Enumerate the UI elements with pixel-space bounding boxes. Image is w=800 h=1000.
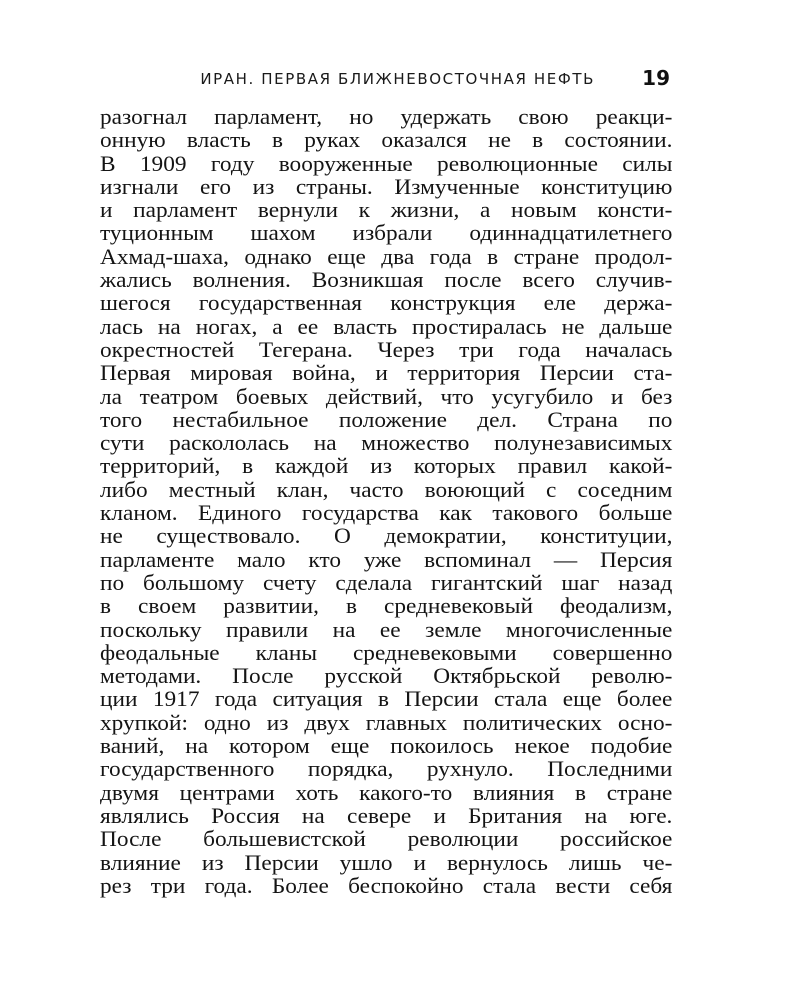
text-line: того нестабильное положение дел. Страна по xyxy=(100,406,673,432)
text-line: влияние из Персии ушло и вернулось лишь че- xyxy=(100,849,673,875)
text-line: парламенте мало кто уже вспоминал — Персия xyxy=(100,546,673,572)
text-line: не существовало. О демократии, конституции, xyxy=(100,523,673,549)
body-text xyxy=(100,105,672,897)
text-line: кланом. Единого государства как такового больше xyxy=(100,500,673,526)
text-line: государственного порядка, рухнуло. Последними xyxy=(100,756,673,782)
text-line: После большевистской революции российское xyxy=(100,826,673,852)
text-line: ла театром боевых действий, что усугубило и без xyxy=(100,383,673,409)
text-line: двумя центрами хоть какого-то влияния в стране xyxy=(100,779,673,805)
text-line: туционным шахом избрали одиннадцатилетнего xyxy=(100,220,673,246)
text-line: сути раскололась на множество полунезависимых xyxy=(100,430,673,456)
text-line: рез три года. Более беспокойно стала вести себя xyxy=(100,872,673,898)
text-line: разогнал парламент, но удержать свою реакци- xyxy=(100,104,673,129)
text-line: территорий, в каждой из которых правил какой- xyxy=(100,453,673,479)
text-line: лась на ногах, а ее власть простиралась не дальше xyxy=(100,313,673,339)
text-line: феодальные кланы средневековыми совершенно xyxy=(100,639,673,665)
text-line: хрупкой: одно из двух главных политических осно- xyxy=(100,709,673,735)
text-line: окрестностей Тегерана. Через три года началась xyxy=(100,336,673,362)
text-line: Первая мировая война, и территория Персии ста- xyxy=(100,360,673,386)
text-line: онную власть в руках оказался не в состоянии. xyxy=(100,127,673,153)
text-line: в своем развитии, в средневековый феодализм, xyxy=(100,593,673,619)
text-line: В 1909 году вооруженные революционные силы xyxy=(100,150,673,176)
running-header xyxy=(100,60,670,100)
text-line: жались волнения. Возникшая после всего случив- xyxy=(100,267,673,293)
text-line: методами. После русской Октябрьской револю- xyxy=(100,663,673,689)
running-title: ИРАН. ПЕРВАЯ БЛИЖНЕВОСТОЧНАЯ НЕФТЬ xyxy=(200,70,595,88)
text-line: шегося государственная конструкция еле держа- xyxy=(100,290,673,316)
text-line: по большому счету сделала гигантский шаг назад xyxy=(100,569,673,595)
text-line: ваний, на котором еще покоилось некое подобие xyxy=(100,733,673,759)
text-line: и парламент вернули к жизни, а новым консти- xyxy=(100,197,673,223)
text-line: либо местный клан, часто воюющий с соседним xyxy=(100,476,673,502)
text-line: являлись Россия на севере и Британия на юге. xyxy=(100,802,673,828)
text-line: Ахмад-шаха, однако еще два года в стране продол- xyxy=(100,243,673,269)
page-number: 19 xyxy=(642,66,670,90)
text-line: изгнали его из страны. Измученные конституцию xyxy=(100,173,673,199)
text-line: ции 1917 года ситуация в Персии стала еще более xyxy=(100,686,673,712)
text-line: поскольку правили на ее земле многочисленные xyxy=(100,616,673,642)
